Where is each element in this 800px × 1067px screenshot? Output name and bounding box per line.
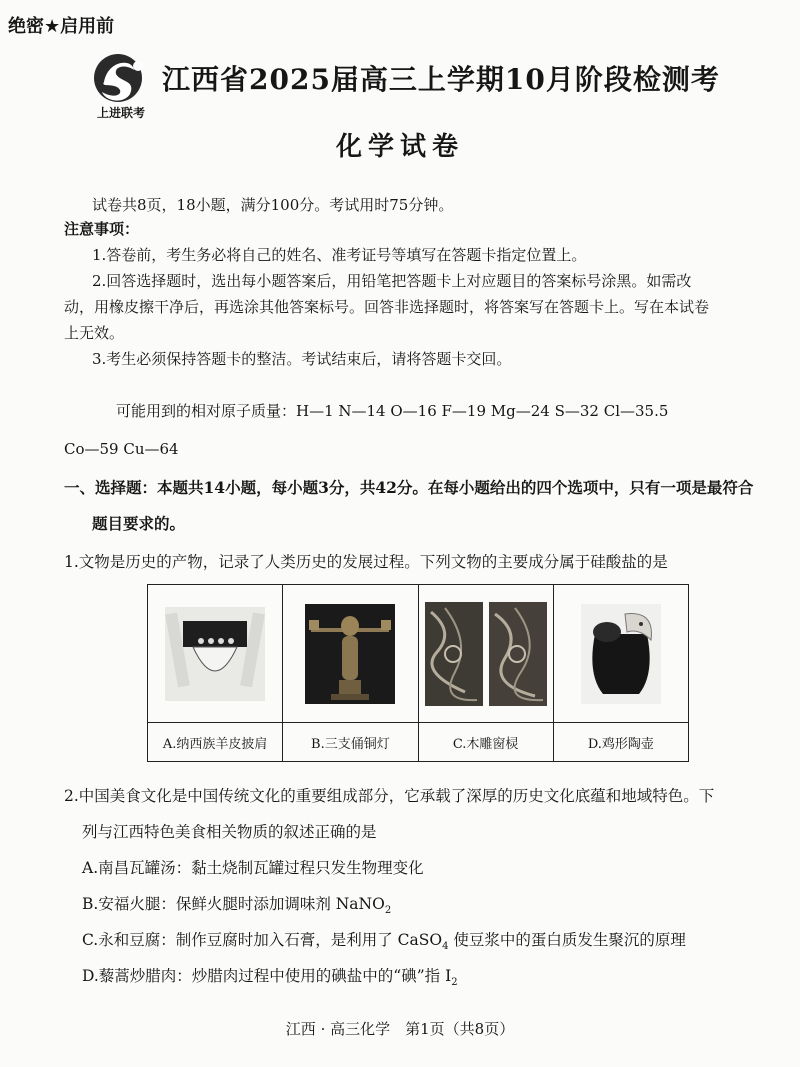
question-2-option-b: B.安福火腿：保鲜火腿时添加调味剂 NaNO$_2$: [82, 895, 392, 917]
subject-title: 化学试卷: [335, 132, 464, 162]
question-2-stem: 2.中国美食文化是中国传统文化的重要组成部分，它承载了深厚的历史文化底蕴和地域特色。下: [64, 787, 715, 805]
exam-title: 江西省2025届高三上学期10月阶段检测考: [162, 63, 720, 96]
section-heading: 一、选择题：本题共14小题，每小题3分，共42分。在每小题给出的四个选项中，只有一项是最符合: [64, 478, 754, 497]
logo-text: 上进联考: [96, 106, 145, 120]
question-2-option-a: A.南昌瓦罐汤：黏土烧制瓦罐过程只发生物理变化: [82, 859, 424, 877]
notice-item: 2.回答选择题时，选出每小题答案后，用铅笔把答题卡上对应题目的答案标号涂黑。如需改: [92, 272, 692, 290]
option-a-cell: [148, 585, 283, 761]
option-a-label: A.纳西族羊皮披肩: [162, 736, 268, 752]
confidential-label: 绝密★启用前: [8, 16, 115, 37]
section-heading-cont: 题目要求的。: [92, 514, 186, 533]
question-2-option-d: D.藜蒿炒腊肉：炒腊肉过程中使用的碘盐中的“碘”指 $I_2$: [82, 967, 458, 989]
notice-item: 1.答卷前，考生务必将自己的姓名、准考证号等填写在答题卡指定位置上。: [92, 246, 587, 264]
notice-heading: 注意事项：: [64, 220, 140, 238]
option-b-label: B.三支俑铜灯: [311, 736, 390, 752]
question-2-stem-cont: 列与江西特色美食相关物质的叙述正确的是: [82, 823, 377, 841]
page-footer: 江西 · 高三化学 第1页（共8页）: [285, 1020, 515, 1038]
question-1-stem: 1.文物是历史的产物，记录了人类历史的发展过程。下列文物的主要成分属于硅酸盐的是: [64, 553, 668, 571]
atomic-masses-cont: Co—59 Cu—64: [64, 440, 179, 458]
option-c-cell: [419, 585, 554, 761]
option-c-label: C.木雕窗棂: [452, 736, 519, 752]
notice-item: 上无效。: [64, 324, 125, 342]
exam-summary: 试卷共8页，18小题，满分100分。考试用时75分钟。: [92, 196, 454, 214]
notice-item: 动，用橡皮擦干净后，再选涂其他答案标号。回答非选择题时，将答案写在答题卡上。写在本试卷: [64, 298, 710, 316]
option-d-label: D.鸡形陶壶: [587, 736, 654, 752]
question-2-option-c: C.永和豆腐：制作豆腐时加入石膏，是利用了 CaSO$_4$ 使豆浆中的蛋白质发生聚沉的原理: [82, 931, 686, 953]
pottery-pot-image: [581, 604, 661, 704]
option-d-cell: [554, 585, 688, 761]
question-1-options-table: [147, 584, 689, 762]
notice-item: 3.考生必须保持答题卡的整洁。考试结束后，请将答题卡交回。: [92, 350, 512, 368]
atomic-masses: 可能用到的相对原子质量：H—1 N—14 O—16 F—19 Mg—24 S—32 Cl—35.5: [116, 402, 669, 420]
bronze-lamp-image: [305, 604, 395, 704]
option-b-cell: [283, 585, 418, 761]
sheepskin-cape-image: [165, 607, 265, 701]
wood-carving-image: [425, 602, 547, 706]
